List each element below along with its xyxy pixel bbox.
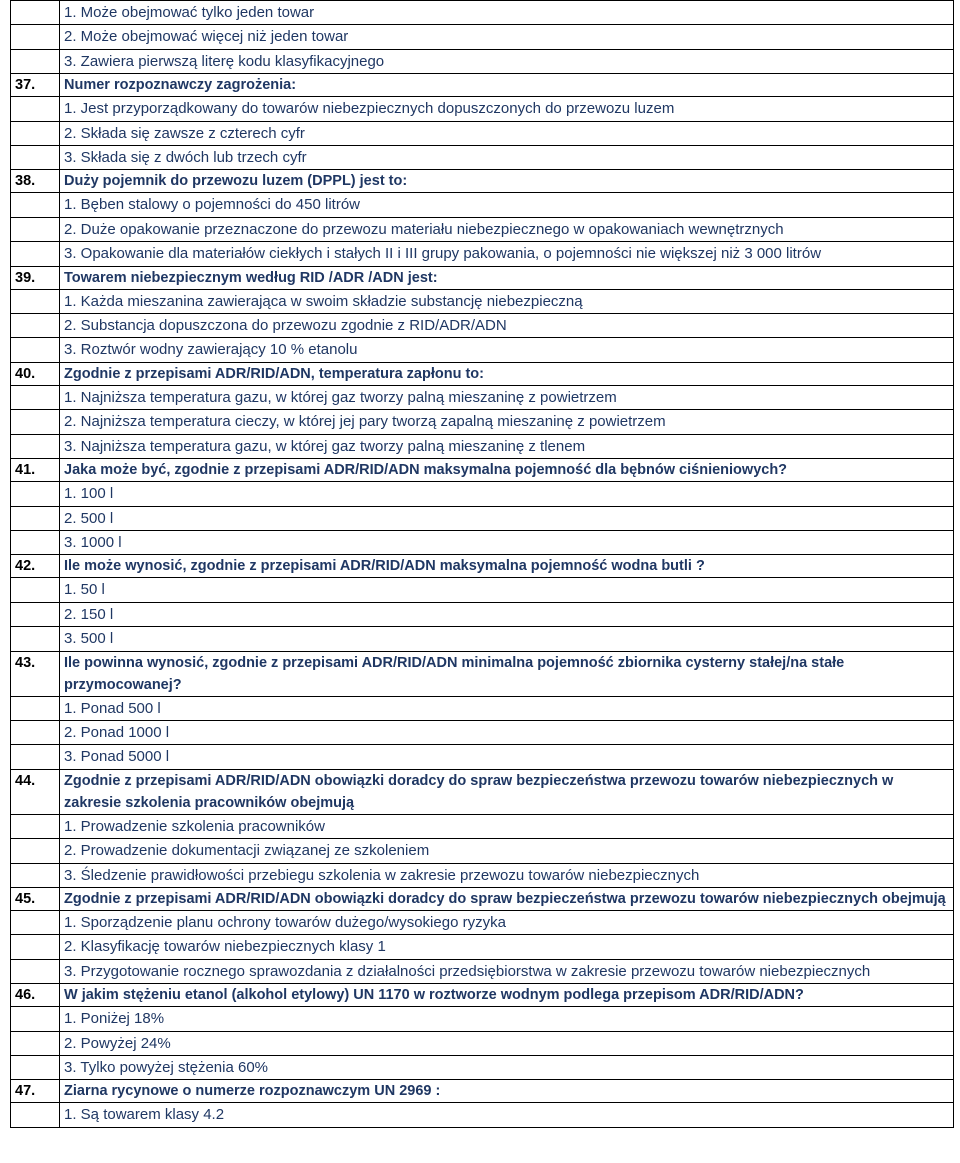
question-number	[11, 242, 60, 266]
answer-cell	[60, 745, 954, 769]
answer-cell	[60, 242, 954, 266]
question-number	[11, 1007, 60, 1031]
answer-cell	[60, 193, 954, 217]
answer-row	[11, 242, 954, 266]
answer-row	[11, 1031, 954, 1055]
answer-row	[11, 1056, 954, 1080]
answer-cell	[60, 1, 954, 25]
answer-row	[11, 814, 954, 838]
answer-cell	[60, 121, 954, 145]
answer-option: 2. Substancja dopuszczona do przewozu zgodnie z RID/ADR/ADN	[64, 317, 507, 335]
question-text: Ile powinna wynosić, zgodnie z przepisami ADR/RID/ADN minimalna pojemność zbiornika cysterny stałej/na stałe przymocowanej?	[64, 654, 845, 693]
answer-cell	[60, 1103, 954, 1127]
question-text: W jakim stężeniu etanol (alkohol etylowy) UN 1170 w roztworze wodnym podlega przepisom ADR/RID/ADN?	[64, 987, 804, 1004]
answer-option: 2. Najniższa temperatura cieczy, w której jej pary tworzą zapalną mieszaninę z powietrzem	[64, 413, 666, 431]
question-text: Ile może wynosić, zgodnie z przepisami ADR/RID/ADN maksymalna pojemność wodna butli ?	[64, 558, 705, 575]
answer-row	[11, 385, 954, 409]
question-number	[11, 193, 60, 217]
answer-option: 2. Klasyfikację towarów niebezpiecznych klasy 1	[64, 938, 386, 956]
answer-cell	[60, 25, 954, 49]
answer-row	[11, 627, 954, 651]
answer-cell	[60, 314, 954, 338]
question-number	[11, 410, 60, 434]
question-cell	[60, 74, 954, 97]
answer-option: 3. Zawiera pierwszą literę kodu klasyfikacyjnego	[64, 52, 385, 70]
answer-cell	[60, 578, 954, 602]
question-cell	[60, 769, 954, 814]
answer-row	[11, 1103, 954, 1127]
question-number: 41.	[11, 459, 60, 482]
question-number: 47.	[11, 1080, 60, 1103]
question-number: 37.	[11, 74, 60, 97]
quiz-table	[10, 0, 954, 1128]
question-number	[11, 385, 60, 409]
answer-option: 3. Ponad 5000 l	[64, 748, 170, 766]
question-number	[11, 146, 60, 170]
question-number	[11, 863, 60, 887]
question-number: 39.	[11, 266, 60, 289]
answer-option: 2. Powyżej 24%	[64, 1034, 171, 1052]
answer-row	[11, 745, 954, 769]
answer-cell	[60, 410, 954, 434]
answer-row	[11, 217, 954, 241]
question-number	[11, 935, 60, 959]
answer-option: 3. Opakowanie dla materiałów ciekłych i stałych II i III grupy pakowania, o pojemności nie większej niż 3 000 litrów	[64, 245, 822, 263]
question-number	[11, 1056, 60, 1080]
answer-cell	[60, 863, 954, 887]
answer-option: 2. Ponad 1000 l	[64, 723, 170, 741]
answer-option: 2. Duże opakowanie przeznaczone do przewozu materiału niebezpiecznego w opakowaniach wewnętrznych	[64, 220, 784, 238]
quiz-body	[11, 1, 954, 1128]
question-number	[11, 745, 60, 769]
answer-option: 2. Może obejmować więcej niż jeden towar	[64, 28, 349, 46]
answer-cell	[60, 959, 954, 983]
answer-option: 2. 150 l	[64, 605, 114, 623]
answer-option: 3. Przygotowanie rocznego sprawozdania z działalności przedsiębiorstwa w zakresie przewozu towarów niebezpiecznych	[64, 962, 871, 980]
answer-row	[11, 530, 954, 554]
answer-cell	[60, 146, 954, 170]
question-number: 43.	[11, 651, 60, 696]
question-cell	[60, 984, 954, 1007]
question-row	[11, 555, 954, 578]
question-number	[11, 289, 60, 313]
answer-option: 2. Prowadzenie dokumentacji związanej ze szkoleniem	[64, 842, 430, 860]
answer-row	[11, 959, 954, 983]
question-row	[11, 1080, 954, 1103]
question-row	[11, 74, 954, 97]
question-number	[11, 578, 60, 602]
question-number: 44.	[11, 769, 60, 814]
answer-cell	[60, 506, 954, 530]
answer-option: 1. Ponad 500 l	[64, 699, 161, 717]
question-text: Numer rozpoznawczy zagrożenia:	[64, 77, 297, 94]
answer-row	[11, 314, 954, 338]
question-text: Jaka może być, zgodnie z przepisami ADR/RID/ADN maksymalna pojemność dla bębnów ciśnieniowych?	[64, 462, 788, 479]
question-row	[11, 459, 954, 482]
answer-cell	[60, 1007, 954, 1031]
answer-option: 2. Składa się zawsze z czterech cyfr	[64, 124, 305, 142]
answer-cell	[60, 385, 954, 409]
question-cell	[60, 266, 954, 289]
question-cell	[60, 459, 954, 482]
question-number: 40.	[11, 362, 60, 385]
answer-row	[11, 578, 954, 602]
question-row	[11, 984, 954, 1007]
question-text: Duży pojemnik do przewozu luzem (DPPL) jest to:	[64, 173, 408, 190]
answer-option: 1. Jest przyporządkowany do towarów niebezpiecznych dopuszczonych do przewozu luzem	[64, 100, 675, 118]
answer-cell	[60, 49, 954, 73]
question-number	[11, 217, 60, 241]
question-text: Zgodnie z przepisami ADR/RID/ADN, temperatura zapłonu to:	[64, 365, 484, 382]
question-number	[11, 602, 60, 626]
answer-option: 3. Najniższa temperatura gazu, w której gaz tworzy palną mieszaninę z tlenem	[64, 437, 586, 455]
answer-option: 3. Tylko powyżej stężenia 60%	[64, 1059, 269, 1076]
answer-row	[11, 121, 954, 145]
answer-cell	[60, 289, 954, 313]
answer-option: 3. Roztwór wodny zawierający 10 % etanolu	[64, 341, 358, 359]
answer-row	[11, 193, 954, 217]
answer-cell	[60, 935, 954, 959]
answer-row	[11, 602, 954, 626]
question-text: Ziarna rycynowe o numerze rozpoznawczym UN 2969 :	[64, 1083, 441, 1100]
answer-cell	[60, 1056, 954, 1080]
question-number	[11, 627, 60, 651]
answer-cell	[60, 338, 954, 362]
question-cell	[60, 362, 954, 385]
question-number	[11, 696, 60, 720]
question-number	[11, 97, 60, 121]
answer-cell	[60, 97, 954, 121]
answer-option: 1. 100 l	[64, 485, 114, 503]
answer-cell	[60, 839, 954, 863]
answer-option: 1. 50 l	[64, 581, 105, 599]
answer-option: 1. Są towarem klasy 4.2	[64, 1106, 225, 1124]
question-number	[11, 482, 60, 506]
answer-option: 1. Sporządzenie planu ochrony towarów dużego/wysokiego ryzyka	[64, 913, 506, 931]
answer-option: 1. Może obejmować tylko jeden towar	[64, 4, 315, 21]
question-number: 38.	[11, 170, 60, 193]
answer-row	[11, 434, 954, 458]
answer-row	[11, 410, 954, 434]
question-cell	[60, 1080, 954, 1103]
answer-row	[11, 25, 954, 49]
question-number	[11, 25, 60, 49]
answer-cell	[60, 602, 954, 626]
answer-option: 3. 500 l	[64, 630, 114, 648]
question-cell	[60, 170, 954, 193]
answer-row	[11, 482, 954, 506]
question-row	[11, 170, 954, 193]
answer-row	[11, 863, 954, 887]
answer-cell	[60, 696, 954, 720]
answer-row	[11, 935, 954, 959]
answer-cell	[60, 434, 954, 458]
question-number	[11, 839, 60, 863]
answer-cell	[60, 530, 954, 554]
question-row	[11, 266, 954, 289]
question-row	[11, 362, 954, 385]
answer-option: 1. Prowadzenie szkolenia pracowników	[64, 817, 325, 835]
question-number	[11, 720, 60, 744]
question-number	[11, 506, 60, 530]
answer-row	[11, 49, 954, 73]
answer-cell	[60, 814, 954, 838]
answer-row	[11, 839, 954, 863]
question-text: Towarem niebezpiecznym według RID /ADR /ADN jest:	[64, 269, 438, 286]
answer-row	[11, 720, 954, 744]
answer-cell	[60, 482, 954, 506]
answer-row	[11, 506, 954, 530]
answer-cell	[60, 217, 954, 241]
answer-row	[11, 1007, 954, 1031]
answer-row	[11, 696, 954, 720]
answer-row	[11, 289, 954, 313]
question-number	[11, 314, 60, 338]
question-text: Zgodnie z przepisami ADR/RID/ADN obowiązki doradcy do spraw bezpieczeństwa przewozu towarów niebezpiecznych w zakresie szkolenia pracowników obejmują	[64, 772, 894, 811]
question-number	[11, 434, 60, 458]
answer-option: 3. Składa się z dwóch lub trzech cyfr	[64, 149, 307, 167]
question-number	[11, 959, 60, 983]
answer-cell	[60, 1031, 954, 1055]
question-number: 45.	[11, 887, 60, 910]
question-number	[11, 530, 60, 554]
answer-row	[11, 97, 954, 121]
answer-row	[11, 338, 954, 362]
question-number	[11, 1031, 60, 1055]
question-cell	[60, 887, 954, 910]
answer-cell	[60, 720, 954, 744]
question-text: Zgodnie z przepisami ADR/RID/ADN obowiązki doradcy do spraw bezpieczeństwa przewozu towarów niebezpiecznych obejmują	[64, 890, 946, 907]
question-number	[11, 121, 60, 145]
answer-option: 2. 500 l	[64, 509, 114, 527]
answer-cell	[60, 627, 954, 651]
question-row	[11, 769, 954, 814]
answer-row	[11, 910, 954, 934]
answer-option: 1. Najniższa temperatura gazu, w której gaz tworzy palną mieszaninę z powietrzem	[64, 388, 617, 406]
answer-cell	[60, 910, 954, 934]
answer-option: 1. Poniżej 18%	[64, 1010, 165, 1028]
question-number	[11, 49, 60, 73]
question-number: 46.	[11, 984, 60, 1007]
answer-row	[11, 146, 954, 170]
question-number	[11, 814, 60, 838]
question-number	[11, 1103, 60, 1127]
question-number	[11, 338, 60, 362]
question-cell	[60, 651, 954, 696]
question-number	[11, 910, 60, 934]
question-row	[11, 887, 954, 910]
question-row	[11, 651, 954, 696]
answer-option: 3. Śledzenie prawidłowości przebiegu szkolenia w zakresie przewozu towarów niebezpiecznych	[64, 866, 700, 884]
question-cell	[60, 555, 954, 578]
answer-option: 3. 1000 l	[64, 533, 122, 551]
answer-row	[11, 1, 954, 25]
question-number: 42.	[11, 555, 60, 578]
answer-option: 1. Każda mieszanina zawierająca w swoim składzie substancję niebezpieczną	[64, 292, 583, 310]
question-number	[11, 1, 60, 25]
answer-option: 1. Bęben stalowy o pojemności do 450 litrów	[64, 196, 361, 214]
